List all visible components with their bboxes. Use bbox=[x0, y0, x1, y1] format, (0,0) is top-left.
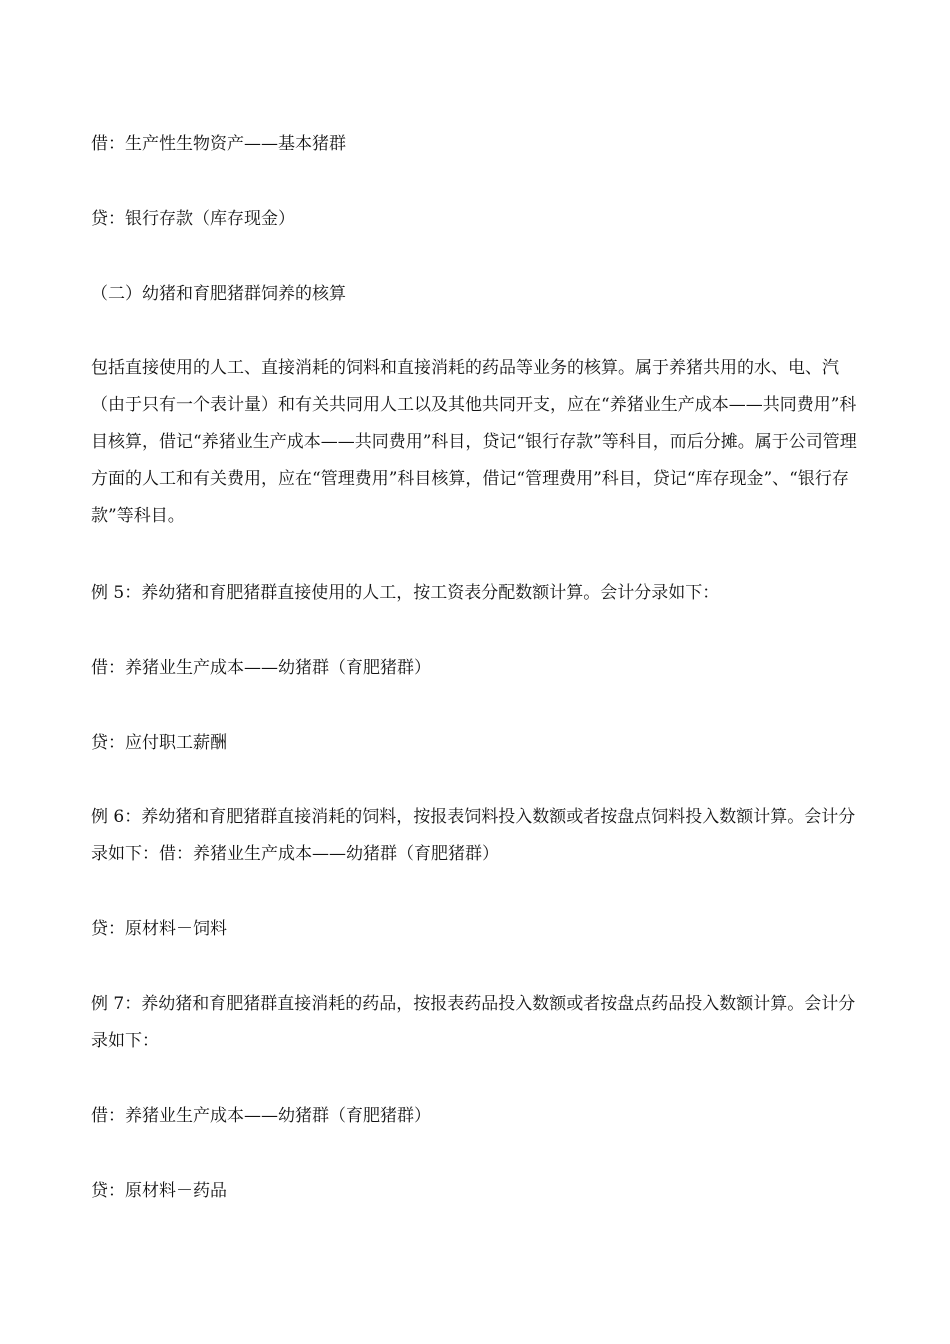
entry-debit-breeding-herd: 借：生产性生物资产——基本猪群 bbox=[91, 134, 346, 154]
example-7: 例 7：养幼猪和育肥猪群直接消耗的药品，按报表药品投入数额或者按盘点药品投入数额计算。会计分录如下： bbox=[91, 994, 856, 1051]
example-7-debit: 借：养猪业生产成本——幼猪群（育肥猪群） bbox=[91, 1106, 431, 1126]
example-6: 例 6：养幼猪和育肥猪群直接消耗的饲料，按报表饲料投入数额或者按盘点饲料投入数额计算。会计分录如下：借：养猪业生产成本——幼猪群（育肥猪群） bbox=[91, 807, 856, 864]
body-paragraph-common-costs: 包括直接使用的人工、直接消耗的饲料和直接消耗的药品等业务的核算。属于养猪共用的水、电、汽（由于只有一个表计量）和有关共同用人工以及其他共同开支，应在“养猪业生产成本——共同费用”科目核算，借记“养猪业生产成本——共同费用”科目，贷记“银行存款”等科目，而后分摊。属于公司管理方面的人工和有关费用，应在“管理费用”科目核算，借记“管理费用”科目，贷记“库存现金”、“银行存款”等科目。 bbox=[91, 358, 857, 526]
example-5: 例 5：养幼猪和育肥猪群直接使用的人工，按工资表分配数额计算。会计分录如下： bbox=[91, 583, 720, 603]
example-6-credit: 贷：原材料－饲料 bbox=[91, 919, 227, 939]
example-5-debit: 借：养猪业生产成本——幼猪群（育肥猪群） bbox=[91, 658, 431, 678]
example-7-credit: 贷：原材料－药品 bbox=[91, 1181, 227, 1201]
example-5-credit: 贷：应付职工薪酬 bbox=[91, 733, 227, 753]
entry-credit-bank-deposit: 贷：银行存款（库存现金） bbox=[91, 209, 295, 229]
section-heading-2: （二）幼猪和育肥猪群饲养的核算 bbox=[91, 284, 346, 304]
